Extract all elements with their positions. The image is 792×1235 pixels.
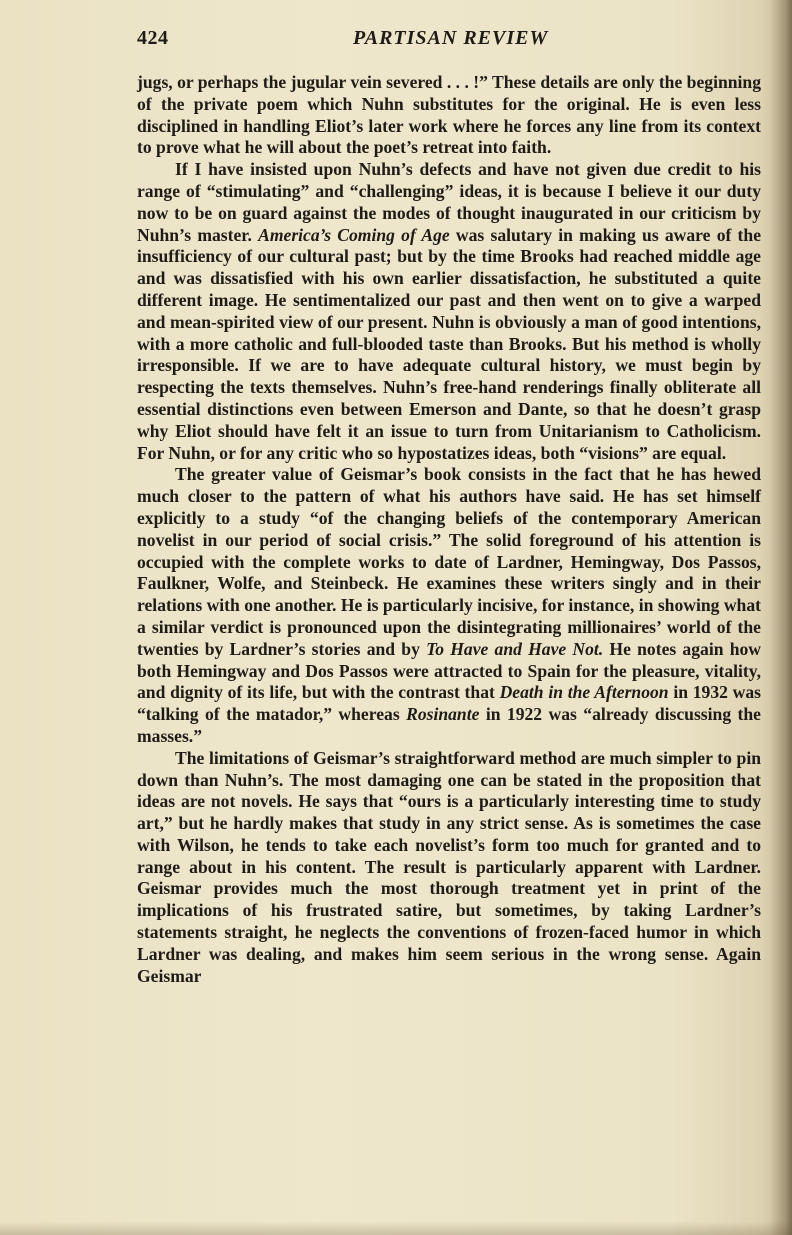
- body-text: [137, 72, 761, 987]
- text-run: The greater value of Geismar’s book consists in the fact that he has hewed much closer to the pattern of what his authors have said. He has set himself explicitly to a study “of the changing beliefs of the contemporary American novelist in our period of social crisis.” The solid foreground of his attention is occupied with the complete works to date of Lardner, Hemingway, Dos Passos, Faulkner, Wolfe, and Steinbeck. He examines these writers singly and in their relations with one another. He is particularly incisive, for instance, in showing what a similar verdict is pronounced upon the disintegrating millionaires’ world of the twenties by Lardner’s stories and by: [137, 464, 761, 659]
- text-run: He notes again how both Hemingway and Dos Passos were attracted to Spain for the pleasure, vitality, and dignity of its life, but with the contrast that: [137, 638, 761, 703]
- book-title: To Have and Have Not.: [426, 638, 604, 659]
- paragraph: [137, 72, 761, 159]
- text-run: The limitations of Geismar’s straightforward method are much simpler to pin down than Nuhn’s. The most damaging one can be stated in the proposition that ideas are not novels. He says that “ours is a particularly interesting time to study art,” but he hardly makes that study in any strict sense. As is sometimes the case with Wilson, he tends to take each novelist’s form too much for granted and to range about in his content. The result is particularly apparent with Lardner. Geismar provides much the most thorough treatment yet in print of the implications of his frustrated satire, but sometimes, by taking Lardner’s statements straight, he neglects the conventions of frozen-faced humor in which Lardner was dealing, and makes him seem serious in the wrong sense. Again Geismar: [137, 747, 761, 986]
- page-number: 424: [137, 27, 169, 49]
- paragraph: [137, 748, 761, 988]
- book-title: Death in the Afternoon: [499, 682, 669, 703]
- text-run: was salutary in making us aware of the insufficiency of our cultural past; but by the time Brooks had reached middle age and was dissatisfied with his own earlier dissatisfaction, he substituted a quite different image. He sentimentalized our past and then went on to give a warped and mean-spirited view of our present. Nuhn is obviously a man of good intentions, with a more catholic and full-blooded taste than Brooks. But his method is wholly irresponsible. If we are to have adequate cultural history, we must begin by respecting the texts themselves. Nuhn’s free-hand renderings finally obliterate all essential distinctions even between Emerson and Dante, so that he doesn’t grasp why Eliot should have felt it an issue to turn from Unitarianism to Catholicism. For Nuhn, or for any critic who so hypostatizes ideas, both “visions” are equal.: [137, 224, 762, 463]
- text-run: jugs, or perhaps the jugular vein severed . . . !” These details are only the beginning of the private poem which Nuhn substitutes for the original. He is even less disciplined in handling Eliot’s later work where he forces any line from its context to prove what he will about the poet’s retreat into faith.: [137, 72, 761, 158]
- page-header: [137, 27, 761, 57]
- page-bottom-shadow: [0, 1221, 792, 1235]
- book-title: America’s Coming of Age: [258, 224, 450, 245]
- paragraph: [137, 159, 761, 464]
- page-edge-shadow: [770, 0, 792, 1235]
- text-run: If I have insisted upon Nuhn’s defects and have not given due credit to his range of “stimulating” and “challenging” ideas, it is because I believe it our duty now to be on guard against the modes of thought inaugurated in our criticism by Nuhn’s master.: [137, 159, 761, 245]
- book-title: Rosinante: [406, 704, 480, 725]
- running-head: PARTISAN REVIEW: [353, 27, 549, 49]
- text-run: in 1922 was “already discussing the masses.”: [137, 704, 761, 746]
- paragraph: [137, 464, 761, 747]
- text-run: in 1932 was “talking of the matador,” whereas: [137, 682, 762, 725]
